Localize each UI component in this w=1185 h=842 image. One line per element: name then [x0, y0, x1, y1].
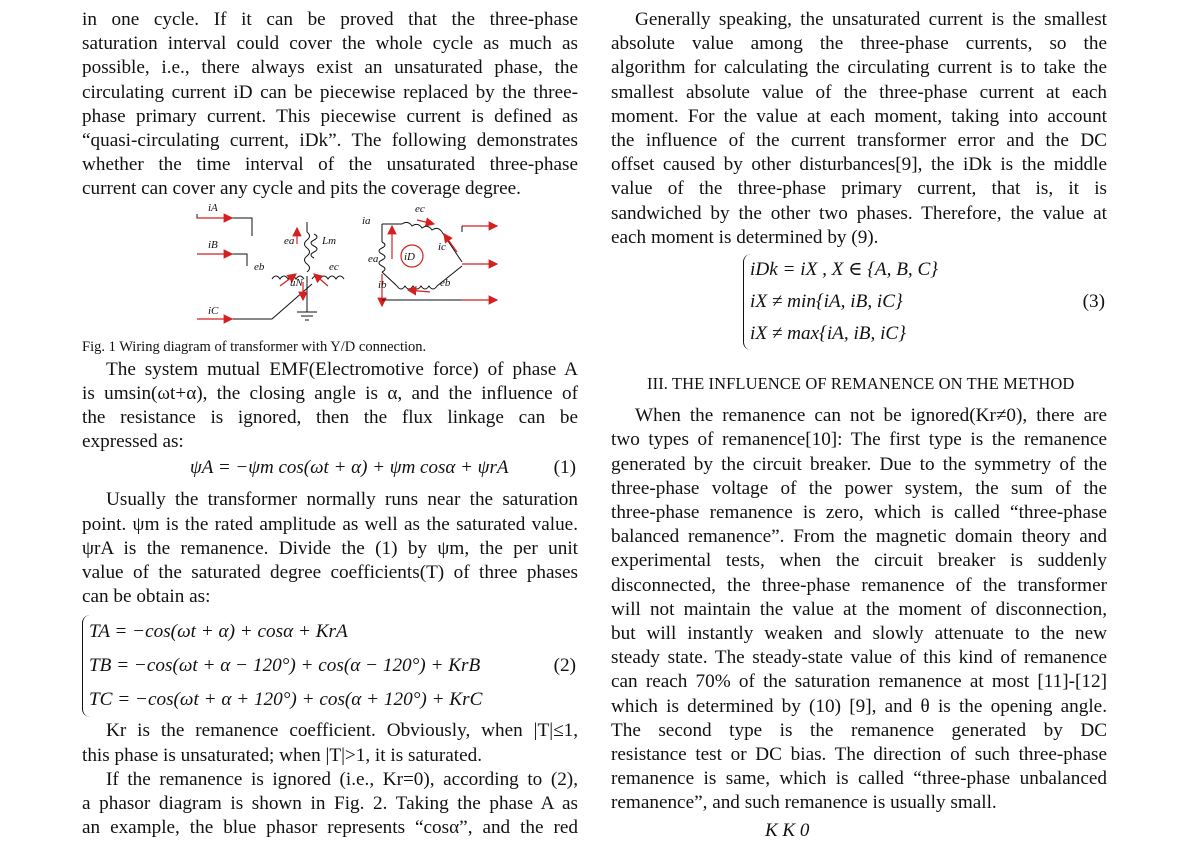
text-line: each moment is determined by (9). [611, 226, 879, 248]
text-line: saturation interval could cover the whole cycle as much as [82, 33, 578, 55]
label-ec-left: ec [329, 260, 339, 273]
equation-4-partial: K K 0 [765, 820, 810, 841]
label-ic: ic [438, 240, 446, 253]
paragraph-intro [82, 8, 578, 202]
figure-1-wiring-diagram [82, 201, 578, 336]
equation-3-row: iX ≠ max{iA, iB, iC} [750, 323, 906, 345]
paragraph-unsaturated-current [611, 8, 1107, 250]
text-line: algorithm for calculating the circulating current is to take the [611, 57, 1107, 79]
text-line: remanence is same, which is called “three-phase unbalanced [611, 768, 1107, 790]
paragraph-emf [82, 358, 578, 455]
text-line: whether the time interval of the unsaturated three-phase [82, 154, 578, 176]
figure-caption: Fig. 1 Wiring diagram of transformer with Y/D connection. [82, 338, 427, 355]
equation-1-body: ψA = −ψm cos(ωt + α) + ψm cosα + ψrA [190, 457, 509, 479]
text-line: Usually the transformer normally runs near the saturation [106, 489, 578, 511]
paragraph-remanence [611, 404, 1107, 815]
label-Lm: Lm [322, 234, 337, 247]
text-line: current can cover any cycle and pits the coverage degree. [82, 178, 521, 200]
label-ec-right: ec [415, 202, 425, 215]
label-ib: ib [378, 278, 387, 291]
paragraph-remanence-coeff [82, 719, 578, 767]
text-line: sandwiched by the other two phases. Therefore, the value at [611, 202, 1107, 224]
text-line: two types of remanence[10]: The first type is the remanence [611, 429, 1107, 451]
label-iB: iB [208, 238, 218, 251]
text-line: When the remanence can not be ignored(Kr≠0), there are [635, 405, 1107, 427]
label-ea-left: ea [284, 234, 295, 247]
text-line: point. ψm is the rated amplitude as well as the saturated value. [82, 513, 578, 535]
text-line: a phasor diagram is shown in Fig. 2. Taking the phase A as [82, 793, 578, 815]
label-uN: uN [290, 276, 303, 289]
equation-2-row: TA = −cos(ωt + α) + cosα + KrA [89, 621, 348, 643]
equation-3-row: iX ≠ min{iA, iB, iC} [750, 291, 903, 313]
text-line: moment. For the value at each moment, taking into account [611, 105, 1107, 127]
text-line: Generally speaking, the unsaturated current is the smallest [635, 9, 1107, 30]
text-line: is umsin(ωt+α), the closing angle is α, and the influence of [82, 382, 578, 404]
text-line: The system mutual EMF(Electromotive force) of phase A [106, 358, 578, 380]
text-line: three-phase voltage of the power system, the sum of the [611, 477, 1107, 499]
text-line: balanced remanence”. From the magnetic domain theory and [611, 526, 1107, 548]
text-line: “quasi-circulating current, iDk”. The following demonstrates [82, 130, 578, 152]
magnetizing-inductance [311, 234, 317, 258]
equation-3-row: iDk = iX , X ∈ {A, B, C} [750, 259, 938, 281]
equation-1 [82, 454, 578, 488]
text-line: circulating current iD can be piecewise replaced by the three- [82, 81, 578, 103]
text-line: the resistance is ignored, then the flux linkage can be [82, 407, 578, 429]
coil-b-secondary [397, 286, 437, 289]
section-heading: III. THE INFLUENCE OF REMANENCE ON THE METHOD [647, 374, 1075, 394]
coil-a-primary [305, 232, 310, 272]
text-line: remanence”, and such remanence is usually small. [611, 792, 997, 814]
text-line: expressed as: [82, 431, 184, 453]
equation-2-row: TC = −cos(ωt + α + 120°) + cos(α + 120°) + KrC [89, 689, 483, 711]
text-line: ψrA is the remanence. Divide the (1) by ψm, the per unit [82, 537, 578, 559]
wiring-diagram-svg [82, 201, 578, 336]
coil-a-secondary [379, 242, 385, 272]
text-line: three-phase remanence is zero, which is called “three-phase [611, 502, 1107, 524]
coil-c-secondary [402, 222, 442, 232]
text-line: the influence of the current transformer error and the DC [611, 130, 1107, 152]
text-line: in one cycle. If it can be proved that the three-phase [82, 9, 578, 30]
equation-3-number: (3) [1082, 290, 1105, 312]
equation-2-number: (2) [553, 655, 576, 677]
equation-3-brace [743, 254, 1107, 350]
phase-b-primary-line [197, 254, 247, 266]
text-line: resistance test or DC bias. The direction of such three-phase [611, 744, 1107, 766]
label-eb-left: eb [254, 260, 265, 273]
label-ia: ia [362, 214, 371, 227]
paragraph-saturation [82, 488, 578, 609]
text-line: phase primary current. This piecewise current is defined as [82, 105, 578, 127]
phase-a-primary-line [197, 214, 252, 236]
label-ea-right: ea [368, 252, 379, 265]
text-line: value of the saturated degree coefficients(T) of three phases [82, 562, 578, 584]
text-line: steady state. The steady-state value of this kind of remanence [611, 647, 1107, 669]
left-column [82, 8, 578, 840]
label-eb-right: eb [440, 276, 451, 289]
text-line: generated by the circuit breaker. Due to the symmetry of the [611, 453, 1107, 475]
text-line: this phase is unsaturated; when |T|>1, it is saturated. [82, 744, 483, 766]
equation-3 [743, 254, 1107, 350]
text-line: can be obtain as: [82, 586, 211, 608]
equation-2-brace [82, 615, 578, 717]
text-line: offset caused by other disturbances[9], the iDk is the middle [611, 154, 1107, 176]
text-line: can reach 70% of the saturation remanence at most [11]-[12] [611, 671, 1107, 693]
equation-2-row: TB = −cos(ωt + α − 120°) + cos(α − 120°) + KrB [89, 655, 481, 677]
text-line: The second type is the remanence generated by DC [611, 719, 1107, 741]
text-line: smallest absolute value of the three-phase current at each [611, 81, 1107, 103]
label-iA: iA [208, 201, 218, 214]
text-line: absolute value among the three-phase currents, so the [611, 33, 1107, 55]
text-line: If the remanence is ignored (i.e., Kr=0), according to (2), [106, 768, 578, 790]
text-line: experimental tests, when the circuit breaker is suddenly [611, 550, 1107, 572]
right-column [611, 8, 1107, 816]
text-line: an example, the blue phasor represents “cosα”, and the red [82, 817, 578, 839]
text-line: but will instantly weaken and slowly attenuate to the new [611, 623, 1107, 645]
text-line: will not maintain the value at the moment of disconnection, [611, 598, 1107, 620]
label-iC: iC [208, 304, 219, 317]
text-line: Kr is the remanence coefficient. Obviously, when |T|≤1, [106, 720, 578, 742]
equation-2 [82, 615, 578, 717]
text-line: disconnected, the three-phase remanence of the transformer [611, 574, 1107, 596]
paragraph-phasor [82, 768, 578, 841]
text-line: value of the three-phase primary current, that is, it is [611, 178, 1107, 200]
label-iD: iD [404, 250, 415, 263]
text-line: possible, i.e., there always exist an unsaturated phase, the [82, 57, 578, 79]
equation-1-number: (1) [553, 457, 576, 479]
text-line: which is determined by (10) [9], and θ is the opening angle. [611, 695, 1107, 717]
